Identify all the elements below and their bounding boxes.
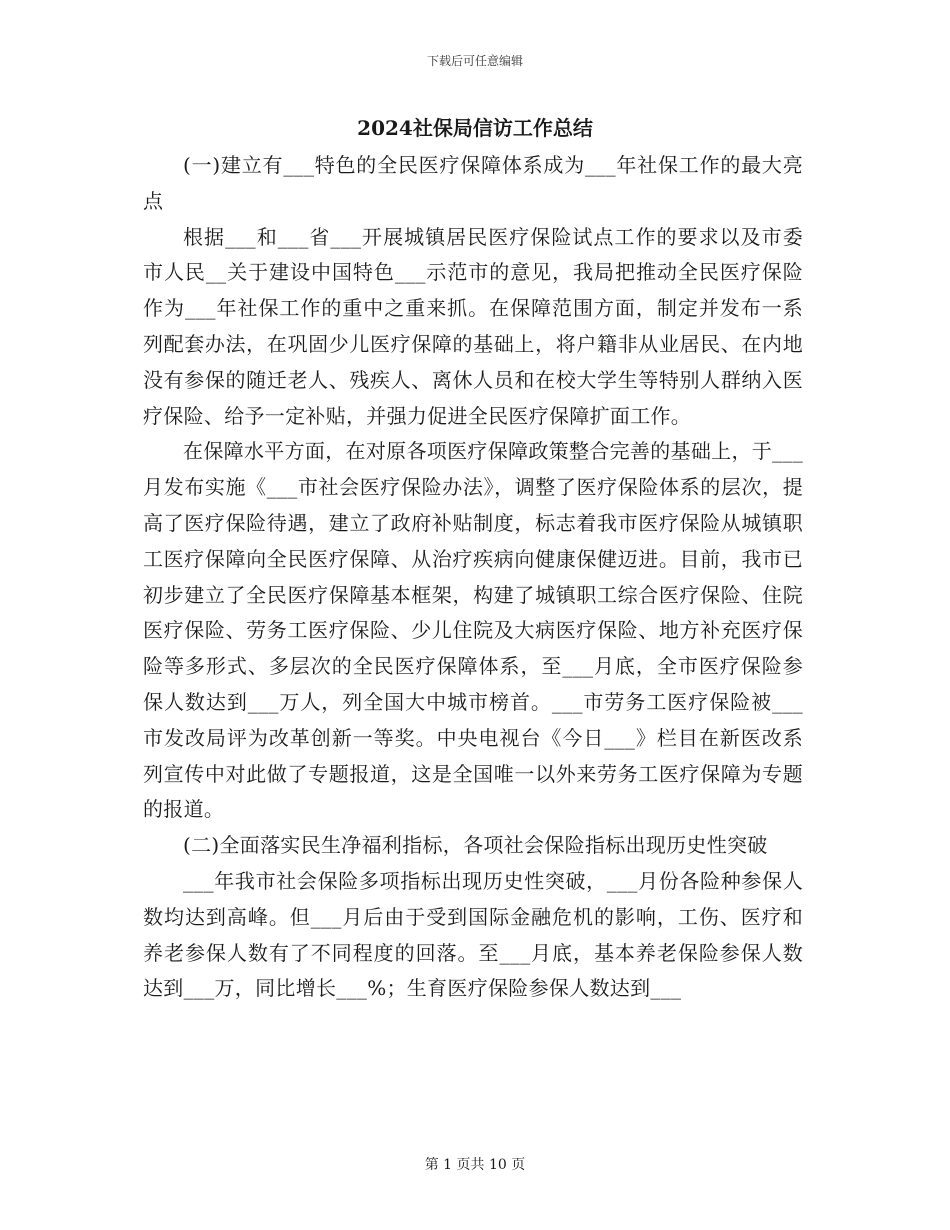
body-paragraph: ___年我市社会保险多项指标出现历史性突破，___月份各险种参保人数均达到高峰。但___月后由于受到国际金融危机的影响，工伤、医疗和养老参保人数有了不同程度的回落。至___月底，基本养老保险参保人数达到___万，同比增长___%；生育医疗保险参保人数达到___ (143, 868, 803, 1001)
page-number-footer: 第 1 页共 10 页 (424, 1157, 526, 1173)
page-header-note: 下载后可任意编辑 (426, 54, 523, 68)
document-title: 2024社保局信访工作总结 (357, 116, 593, 140)
body-paragraph: 根据___和___省___开展城镇居民医疗保险试点工作的要求以及市委市人民__关于建设中国特色___示范市的意见，我局把推动全民医疗保险作为___年社保工作的重中之重来抓。在保障范围方面，制定并发布一系列配套办法，在巩固少儿医疗保障的基础上，将户籍非从业居民、在内地没有参保的随迁老人、残疾人、离休人员和在校大学生等特别人群纳入医疗保险、给予一定补贴，并强力促进全民医疗保障扩面工作。 (143, 224, 803, 428)
section-heading-1: (一)建立有___特色的全民医疗保障体系成为___年社保工作的最大亮点 (143, 153, 803, 213)
document-body (143, 148, 803, 1007)
section-heading-2: (二)全面落实民生净福利指标，各项社会保险指标出现历史性突破 (183, 833, 768, 858)
body-paragraph: 在保障水平方面，在对原各项医疗保障政策整合完善的基础上，于___月发布实施《___市社会医疗保险办法》，调整了医疗保险体系的层次，提高了医疗保险待遇，建立了政府补贴制度，标志着我市医疗保险从城镇职工医疗保障向全民医疗保障、从治疗疾病向健康保健迈进。目前，我市已初步建立了全民医疗保障基本框架，构建了城镇职工综合医疗保险、住院医疗保险、劳务工医疗保险、少儿住院及大病医疗保险、地方补充医疗保险等多形式、多层次的全民医疗保障体系，至___月底，全市医疗保险参保人数达到___万人，列全国大中城市榜首。___市劳务工医疗保险被___市发改局评为改革创新一等奖。中央电视台《今日___》栏目在新医改系列宣传中对此做了专题报道，这是全国唯一以外来劳务工医疗保障为专题的报道。 (143, 439, 803, 822)
